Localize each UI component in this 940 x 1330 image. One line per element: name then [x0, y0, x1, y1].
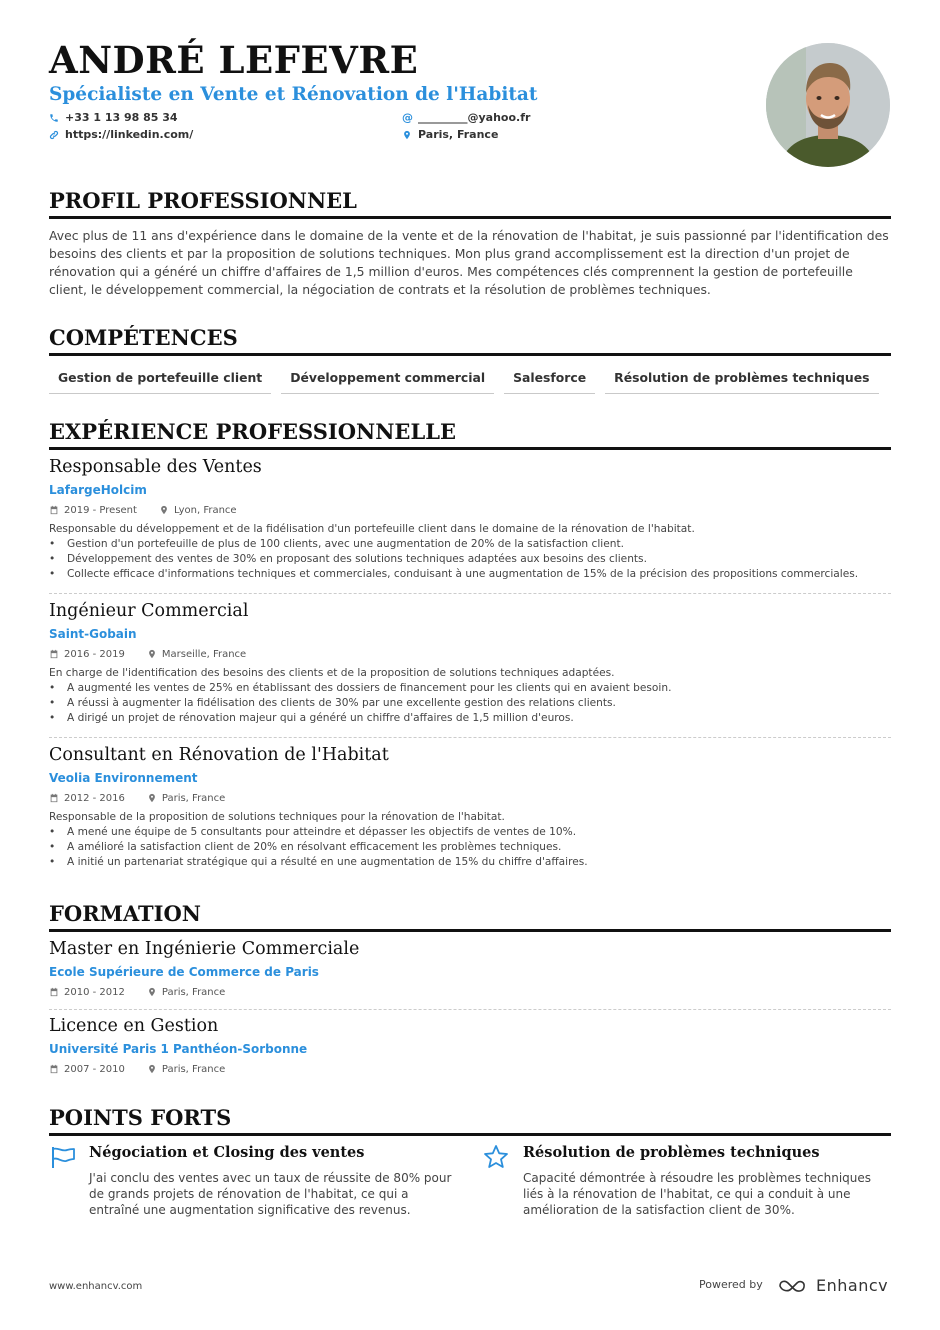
- email-icon: @: [402, 111, 413, 124]
- experience-entry: [49, 599, 891, 726]
- calendar-icon: [49, 505, 59, 515]
- contact-location: [402, 128, 498, 141]
- company-name: LafargeHolcim: [49, 483, 147, 497]
- company-name: Saint-Gobain: [49, 627, 137, 641]
- education-dates: 2007 - 2010: [64, 1063, 125, 1075]
- section-title-profile: PROFIL PROFESSIONNEL: [49, 188, 357, 213]
- skill-tag: Gestion de portefeuille client: [49, 366, 271, 394]
- section-divider: [49, 1133, 891, 1136]
- education-dates: 2010 - 2012: [64, 986, 125, 998]
- skill-tag: Salesforce: [504, 366, 595, 394]
- link-icon: [49, 130, 59, 140]
- education-entry: [49, 937, 891, 999]
- calendar-icon: [49, 987, 59, 997]
- entry-divider: [49, 593, 891, 594]
- star-icon: [483, 1144, 509, 1170]
- job-location: Marseille, France: [161, 648, 247, 660]
- section-divider: [49, 353, 891, 356]
- contact-phone: [49, 111, 178, 124]
- entry-divider: [49, 1009, 891, 1010]
- job-location: Paris, France: [161, 792, 226, 804]
- job-title: Responsable des Ventes: [49, 457, 262, 477]
- location-pin-icon: [147, 649, 157, 659]
- strength-title: Négociation et Closing des ventes: [89, 1144, 365, 1161]
- achievement-item: • A augmenté les ventes de 25% en établissant des dossiers de financement pour les clients qui en avaient besoin.: [49, 681, 891, 696]
- education-meta: [49, 985, 891, 999]
- powered-by-label: Powered by: [699, 1278, 763, 1291]
- experience-entry: [49, 743, 891, 870]
- degree-title: Licence en Gestion: [49, 1016, 219, 1036]
- candidate-title: Spécialiste en Vente et Rénovation de l'Habitat: [49, 84, 538, 105]
- job-description: En charge de l'identification des besoins des clients et de la proposition de solutions techniques adaptées.: [49, 667, 615, 679]
- calendar-icon: [49, 793, 59, 803]
- job-dates: 2016 - 2019: [64, 648, 125, 660]
- job-achievements: [49, 825, 891, 870]
- location-pin-icon: [147, 987, 157, 997]
- avatar-illustration: [766, 43, 890, 167]
- job-dates: 2019 - Present: [64, 504, 137, 516]
- job-dates: 2012 - 2016: [64, 792, 125, 804]
- candidate-name: ANDRÉ LEFEVRE: [49, 38, 419, 82]
- contact-website[interactable]: [49, 128, 193, 141]
- achievement-item: • A réussi à augmenter la fidélisation des clients de 30% par une excellente gestion des relations clients.: [49, 696, 891, 711]
- entry-divider: [49, 737, 891, 738]
- skill-tag: Développement commercial: [281, 366, 494, 394]
- skill-tag: Résolution de problèmes techniques: [605, 366, 878, 394]
- job-description: Responsable du développement et de la fidélisation d'un portefeuille client dans le domaine de la rénovation de l'habitat.: [49, 523, 695, 535]
- profile-photo: [766, 43, 890, 167]
- location-text: Paris, France: [418, 128, 499, 141]
- degree-title: Master en Ingénierie Commerciale: [49, 939, 360, 959]
- school-name: Ecole Supérieure de Commerce de Paris: [49, 965, 319, 979]
- section-title-education: FORMATION: [49, 901, 201, 926]
- company-name: Veolia Environnement: [49, 771, 198, 785]
- calendar-icon: [49, 649, 59, 659]
- job-meta: [49, 503, 891, 517]
- website-text[interactable]: https://linkedin.com/: [65, 128, 194, 141]
- phone-text: +33 1 13 98 85 34: [65, 111, 178, 124]
- section-divider: [49, 216, 891, 219]
- job-meta: [49, 791, 891, 805]
- job-title: Ingénieur Commercial: [49, 601, 249, 621]
- phone-icon: [49, 113, 59, 123]
- email-text[interactable]: _________@yahoo.fr: [418, 111, 531, 124]
- achievement-item: • Collecte efficace d'informations techniques et commerciales, conduisant à une augmentation de 15% de la précision des propositions commerciales.: [49, 567, 891, 582]
- skills-list: [49, 366, 879, 394]
- contact-email[interactable]: [402, 111, 530, 124]
- enhancv-logo-icon: [778, 1277, 810, 1295]
- section-divider: [49, 929, 891, 932]
- experience-entry: [49, 455, 891, 582]
- job-description: Responsable de la proposition de solutions techniques pour la rénovation de l'habitat.: [49, 811, 505, 823]
- achievement-item: • Gestion d'un portefeuille de plus de 100 clients, avec une augmentation de 20% de la satisfaction client.: [49, 537, 891, 552]
- job-achievements: [49, 681, 891, 726]
- achievement-item: • A dirigé un projet de rénovation majeur qui a généré un chiffre d'affaires de 1,5 million d'euros.: [49, 711, 891, 726]
- education-meta: [49, 1062, 891, 1076]
- section-title-experience: EXPÉRIENCE PROFESSIONNELLE: [49, 419, 456, 444]
- strength-description: Capacité démontrée à résoudre les problèmes techniques liés à la rénovation de l'habitat, ce qui a conduit à une amélioration de la satisfaction client de 30%.: [523, 1171, 872, 1217]
- job-title: Consultant en Rénovation de l'Habitat: [49, 745, 389, 765]
- job-location: Lyon, France: [173, 504, 237, 516]
- achievement-item: • A initié un partenariat stratégique qui a résulté en une augmentation de 15% du chiffre d'affaires.: [49, 855, 891, 870]
- brand-name: Enhancv: [816, 1276, 889, 1295]
- section-title-strengths: POINTS FORTS: [49, 1105, 232, 1130]
- strength-title: Résolution de problèmes techniques: [523, 1144, 820, 1161]
- flag-icon: [49, 1144, 75, 1170]
- education-location: Paris, France: [161, 1063, 226, 1075]
- section-divider: [49, 447, 891, 450]
- location-pin-icon: [402, 130, 412, 140]
- location-pin-icon: [159, 505, 169, 515]
- calendar-icon: [49, 1064, 59, 1074]
- school-name: Université Paris 1 Panthéon-Sorbonne: [49, 1042, 308, 1056]
- job-meta: [49, 647, 891, 661]
- brand-logo[interactable]: [778, 1276, 888, 1295]
- profile-summary: Avec plus de 11 ans d'expérience dans le domaine de la vente et de la rénovation de l'habitat, je suis passionné par l'identification des besoins des clients et par la proposition de solutions techniques. Mon plus grand accomplissement est la direction d'un projet de rénovation qui a généré un chiffre d'affaires de 1,5 million d'euros. Mes compétences clés comprennent la gestion de portefeuille client, le développement commercial, la négociation de contrats et la résolution de problèmes techniques.: [49, 228, 889, 297]
- job-achievements: [49, 537, 891, 582]
- education-location: Paris, France: [161, 986, 226, 998]
- location-pin-icon: [147, 1064, 157, 1074]
- location-pin-icon: [147, 793, 157, 803]
- footer-website[interactable]: www.enhancv.com: [49, 1281, 143, 1292]
- section-title-skills: COMPÉTENCES: [49, 325, 238, 350]
- achievement-item: • A amélioré la satisfaction client de 20% en résolvant efficacement les problèmes techniques.: [49, 840, 891, 855]
- achievement-item: • Développement des ventes de 30% en proposant des solutions techniques adaptées aux besoins des clients.: [49, 552, 891, 567]
- strength-description: J'ai conclu des ventes avec un taux de réussite de 80% pour de grands projets de rénovation de l'habitat, ce qui a entraîné une augmentation significative des revenus.: [89, 1171, 452, 1217]
- achievement-item: • A mené une équipe de 5 consultants pour atteindre et dépasser les objectifs de ventes de 10%.: [49, 825, 891, 840]
- education-entry: [49, 1014, 891, 1076]
